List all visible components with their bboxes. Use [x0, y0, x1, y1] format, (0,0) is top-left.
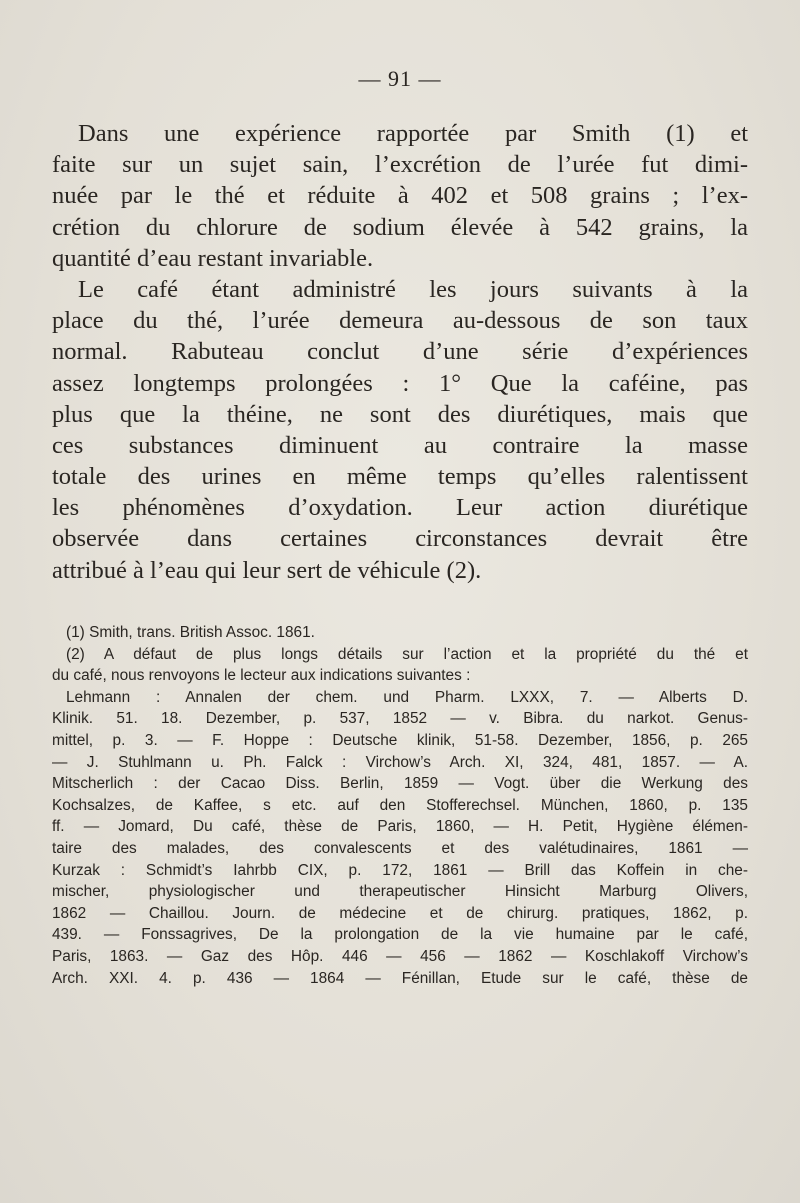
text-line: nuée par le thé et réduite à 402 et 508 grains ; l’ex- — [52, 182, 748, 210]
footnote-line: Mitscherlich : der Cacao Diss. Berlin, 1859 — Vogt. über die Werkung des — [52, 775, 748, 793]
text-line: observée dans certaines circonstances devrait être — [52, 525, 748, 553]
text-line: faite sur un sujet sain, l’excrétion de l’urée fut dimi- — [52, 151, 748, 179]
footnote-line: Klinik. 51. 18. Dezember, p. 537, 1852 — v. Bibra. du narkot. Genus- — [52, 710, 748, 728]
main-text — [52, 118, 748, 586]
text-line: Dans une expérience rapportée par Smith (1) et — [78, 120, 748, 147]
text-line: plus que la théine, ne sont des diurétiques, mais que — [52, 400, 748, 428]
footnote-line: — J. Stuhlmann u. Ph. Falck : Virchow’s Arch. XI, 324, 481, 1857. — A. — [52, 753, 748, 771]
footnote-line: Paris, 1863. — Gaz des Hôp. 446 — 456 — 1862 — Koschlakoff Virchow’s — [52, 947, 748, 965]
text-line: assez longtemps prolongées : 1° Que la caféine, pas — [52, 369, 748, 397]
footnote-line: (1) Smith, trans. British Assoc. 1861. — [66, 624, 315, 641]
footnote-line: Arch. XXI. 4. p. 436 — 1864 — Fénillan, Etude sur le café, thèse de — [52, 969, 748, 987]
text-line: crétion du chlorure de sodium élevée à 542 grains, la — [52, 213, 748, 241]
footnote-line: Kochsalzes, de Kaffee, s etc. auf den Stofferechsel. München, 1860, p. 135 — [52, 796, 748, 814]
footnote-line: Kurzak : Schmidt’s Iahrbb CIX, p. 172, 1861 — Brill das Koffein in che- — [52, 861, 748, 879]
footnote-line: (2) A défaut de plus longs détails sur l’action et la propriété du thé et — [66, 645, 748, 663]
text-line: ces substances diminuent au contraire la masse — [52, 431, 748, 459]
text-line: place du thé, l’urée demeura au-dessous de son taux — [52, 307, 748, 335]
footnote-line: taire des malades, des convalescents et des valétudinaires, 1861 — — [52, 839, 748, 857]
footnote-line: mittel, p. 3. — F. Hoppe : Deutsche klinik, 51-58. Dezember, 1856, p. 265 — [52, 731, 748, 749]
text-line: attribué à l’eau qui leur sert de véhicule (2). — [52, 556, 482, 584]
footnote-line: ff. — Jomard, Du café, thèse de Paris, 1860, — H. Petit, Hygiène élémen- — [52, 818, 748, 836]
footnote-line: Lehmann : Annalen der chem. und Pharm. LXXX, 7. — Alberts D. — [66, 688, 748, 706]
text-line: totale des urines en même temps qu’elles ralentissent — [52, 463, 748, 491]
text-line: quantité d’eau restant invariable. — [52, 244, 374, 272]
text-line: normal. Rabuteau conclut d’une série d’expériences — [52, 338, 748, 366]
text-line: Le café étant administré les jours suivants à la — [78, 275, 748, 303]
footnote-line: mischer, physiologischer und therapeutischer Hinsicht Marburg Olivers, — [52, 883, 748, 901]
footnotes — [52, 622, 748, 989]
footnote-line: du café, nous renvoyons le lecteur aux indications suivantes : — [52, 667, 471, 685]
page-number: — 91 — — [358, 66, 442, 91]
footnote-line: 1862 — Chaillou. Journ. de médecine et de chirurg. pratiques, 1862, p. — [52, 904, 748, 922]
footnote-line: 439. — Fonssagrives, De la prolongation de la vie humaine par le café, — [52, 926, 748, 944]
text-line: les phénomènes d’oxydation. Leur action diurétique — [52, 494, 748, 522]
